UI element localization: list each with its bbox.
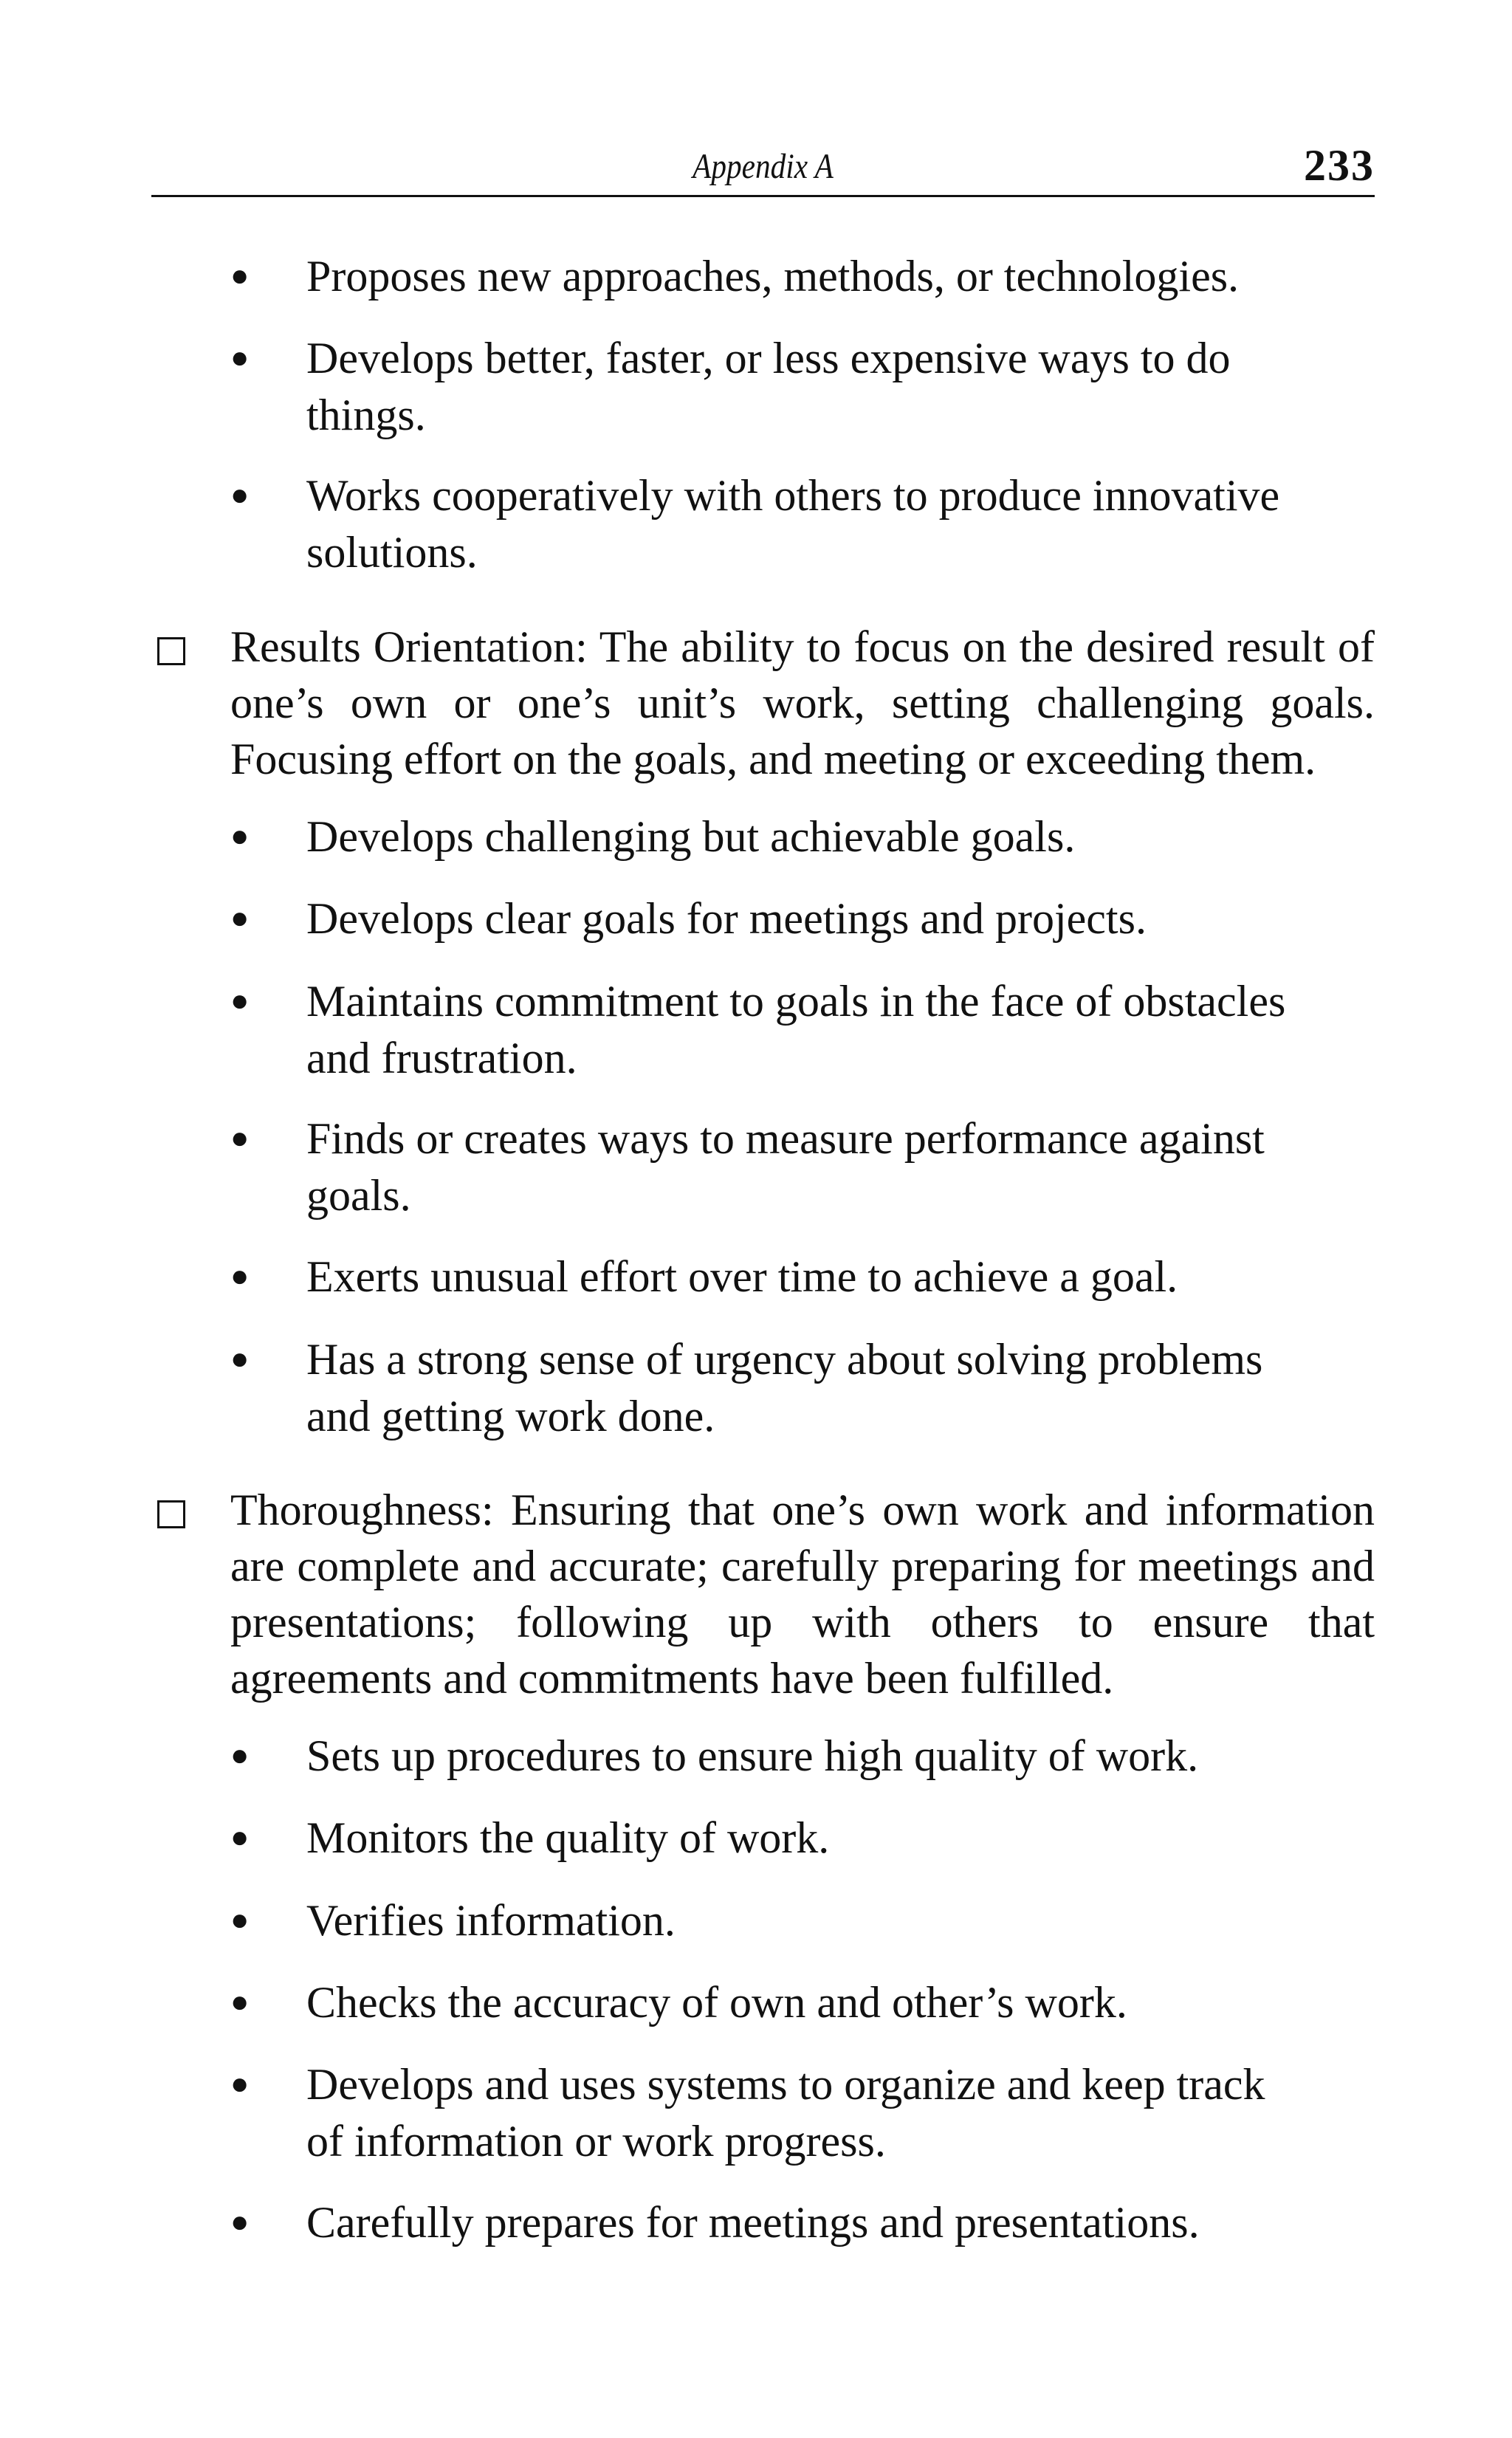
list-item-text: Maintains commitment to goals in the face of obstacles and frustration. [306, 977, 1286, 1082]
list-item-text: Has a strong sense of urgency about solving problems and getting work done. [306, 1335, 1263, 1441]
running-header-title: Appendix A [693, 147, 834, 186]
bullet-icon: ● [230, 1985, 250, 2019]
header-rule [151, 195, 1375, 197]
list-item-text: Verifies information. [306, 1896, 676, 1945]
bullet-icon: ● [230, 820, 250, 854]
bullet-icon: ● [230, 1122, 250, 1156]
bullet-icon: ● [230, 2205, 250, 2239]
list-item-text: Develops clear goals for meetings and projects. [306, 894, 1147, 943]
bullet-icon: ● [230, 902, 250, 935]
list-item-text: Develops challenging but achievable goals. [306, 812, 1076, 861]
bullet-icon: ● [230, 984, 250, 1018]
list-item-text: Develops better, faster, or less expensive ways to do things. [306, 334, 1231, 439]
list-item-text: Works cooperatively with others to produce innovative solutions. [306, 471, 1280, 577]
bullet-icon: ● [230, 1903, 250, 1937]
bullet-icon: ● [230, 1821, 250, 1855]
empty-checkbox-icon [157, 637, 185, 665]
empty-checkbox-icon [157, 1500, 185, 1528]
list-item-text: Proposes new approaches, methods, or technologies. [306, 252, 1240, 301]
bullet-icon: ● [230, 1260, 250, 1294]
bullet-icon: ● [230, 1342, 250, 1376]
running-header [151, 140, 1375, 197]
bullet-icon: ● [230, 478, 250, 512]
list-item-text: Monitors the quality of work. [306, 1813, 830, 1862]
bullet-icon: ● [230, 259, 250, 293]
page-number: 233 [1304, 141, 1375, 190]
list-item-text: Carefully prepares for meetings and presentations. [306, 2198, 1200, 2247]
bullet-icon: ● [230, 1739, 250, 1773]
list-item-text: Sets up procedures to ensure high quality of work. [306, 1731, 1199, 1780]
bullet-icon: ● [230, 2067, 250, 2101]
list-item-text: Finds or creates ways to measure performance against goals. [306, 1114, 1265, 1220]
list-item-text: Develops and uses systems to organize and keep track of information or work progress. [306, 2060, 1265, 2166]
competency-definition: Thoroughness: Ensuring that one’s own work and information are complete and accurate; carefully preparing for meetings and presentations; following up with others to ensure that agreements and commitments have been fulfilled. [230, 1486, 1375, 1703]
list-item-text: Checks the accuracy of own and other’s work. [306, 1978, 1127, 2027]
bullet-icon: ● [230, 341, 250, 375]
list-item-text: Exerts unusual effort over time to achieve a goal. [306, 1252, 1178, 1301]
competency-definition: Results Orientation: The ability to focus on the desired result of one’s own or one’s unit’s work, setting challenging goals. Focusing effort on the goals, and meeting or exceeding them. [230, 622, 1375, 783]
